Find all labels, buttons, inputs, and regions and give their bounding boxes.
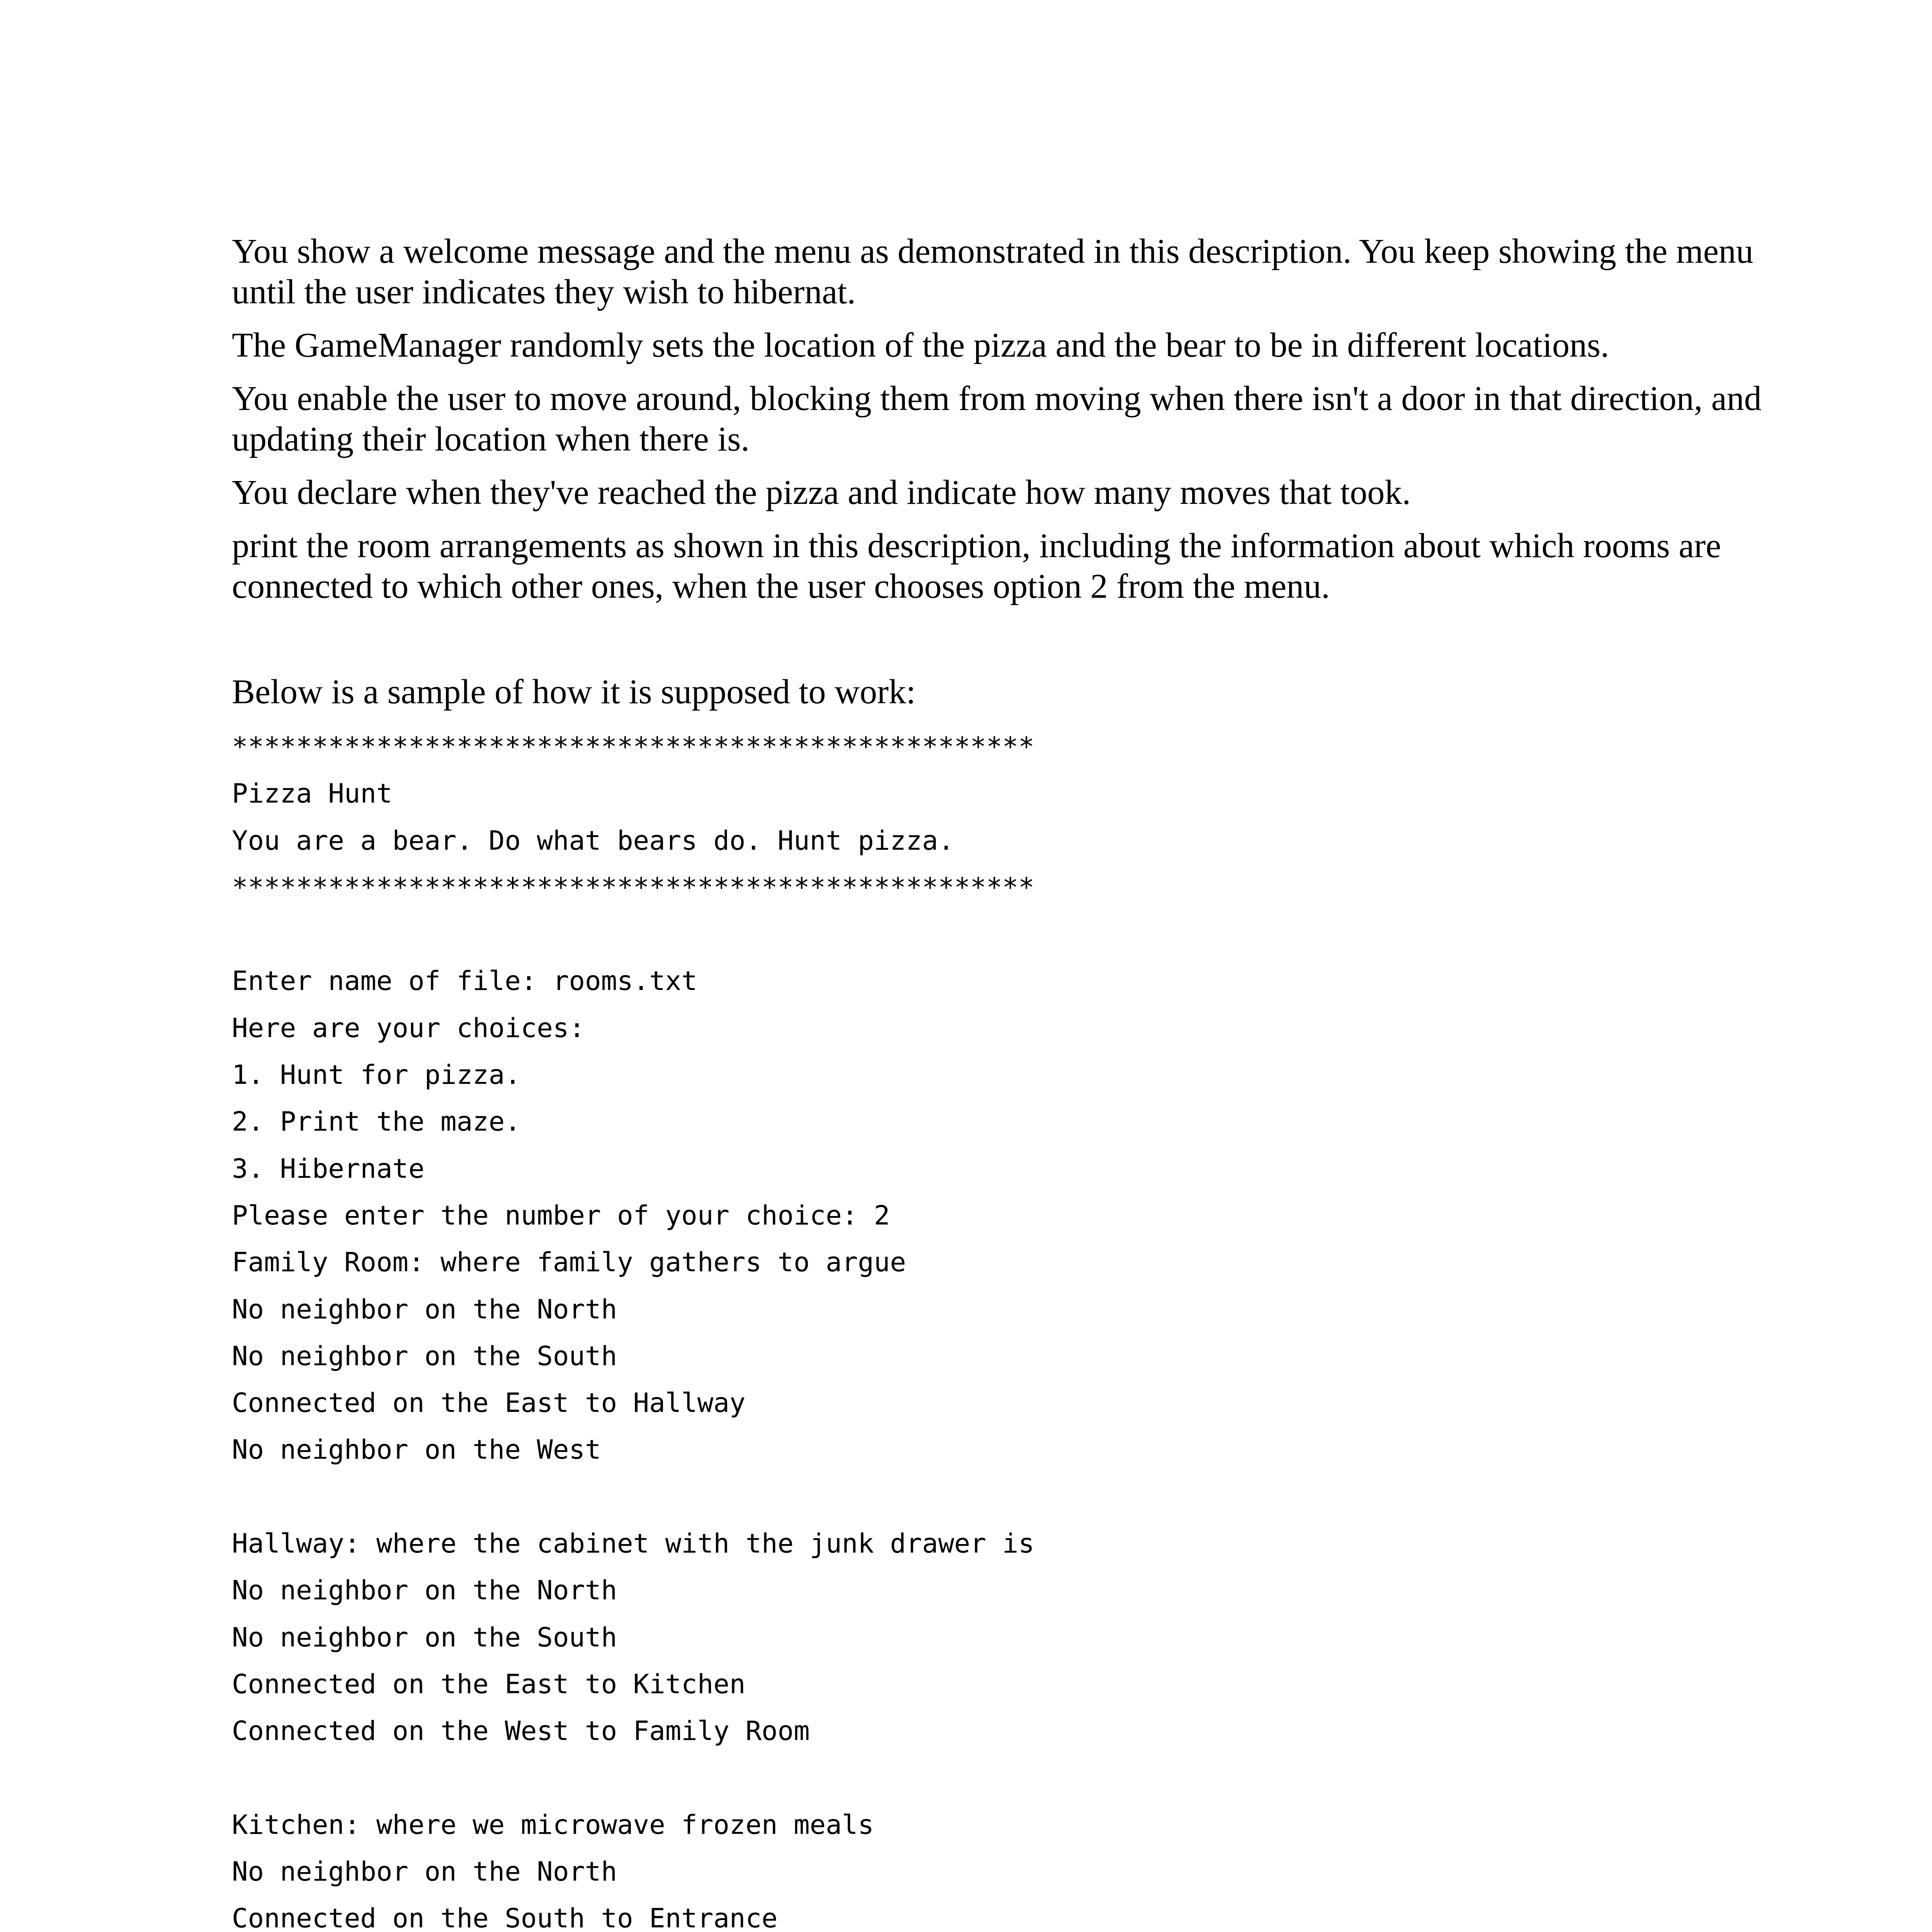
console-line: No neighbor on the West (232, 1434, 601, 1466)
console-line (232, 911, 1739, 958)
console-line: Please enter the number of your choice: 2 (232, 1200, 890, 1231)
instruction-paragraph: The GameManager randomly sets the location of the pizza and the bear to be in different locations. (232, 326, 1609, 364)
console-line (232, 1755, 1739, 1802)
instruction-paragraph: print the room arrangements as shown in this description, including the information about which rooms are connected to which other ones, when the user chooses option 2 from the menu. (232, 527, 1721, 605)
console-line: Hallway: where the cabinet with the junk drawer is (232, 1528, 1035, 1560)
sample-intro: Below is a sample of how it is supposed to work: (232, 673, 916, 711)
console-line: Connected on the West to Family Room (232, 1716, 810, 1747)
console-output (232, 724, 1739, 1932)
instruction-paragraph: You enable the user to move around, blocking them from moving when there isn't a door in that direction, and updating their location when there is. (232, 379, 1762, 458)
console-line: Connected on the East to Hallway (232, 1388, 746, 1419)
console-line: Family Room: where family gathers to argue (232, 1247, 906, 1278)
instructions-section (232, 231, 1762, 619)
console-line: Connected on the East to Kitchen (232, 1668, 746, 1700)
console-line: No neighbor on the North (232, 1856, 617, 1888)
console-line: No neighbor on the South (232, 1340, 617, 1372)
console-line: ************************************************** (232, 872, 1035, 903)
console-line: Connected on the South to Entrance (232, 1903, 778, 1932)
console-line: Pizza Hunt (232, 778, 393, 810)
instruction-paragraph: You declare when they've reached the pizza and indicate how many moves that took. (232, 473, 1411, 512)
console-line: You are a bear. Do what bears do. Hunt pizza. (232, 825, 954, 856)
console-line (232, 1474, 1739, 1520)
console-line: No neighbor on the North (232, 1575, 617, 1606)
console-line: No neighbor on the South (232, 1622, 617, 1653)
console-line: Here are your choices: (232, 1012, 585, 1044)
console-line: ************************************************** (232, 731, 1035, 762)
console-line: No neighbor on the North (232, 1294, 617, 1325)
instruction-paragraph: You show a welcome message and the menu as demonstrated in this description. You keep showing the menu until the user indicates they wish to hibernat. (232, 232, 1753, 311)
console-line: 1. Hunt for pizza. (232, 1060, 521, 1091)
console-line: 3. Hibernate (232, 1153, 425, 1184)
console-line: 2. Print the maze. (232, 1106, 521, 1138)
console-line: Enter name of file: rooms.txt (232, 966, 697, 997)
console-line: Kitchen: where we microwave frozen meals (232, 1809, 874, 1840)
